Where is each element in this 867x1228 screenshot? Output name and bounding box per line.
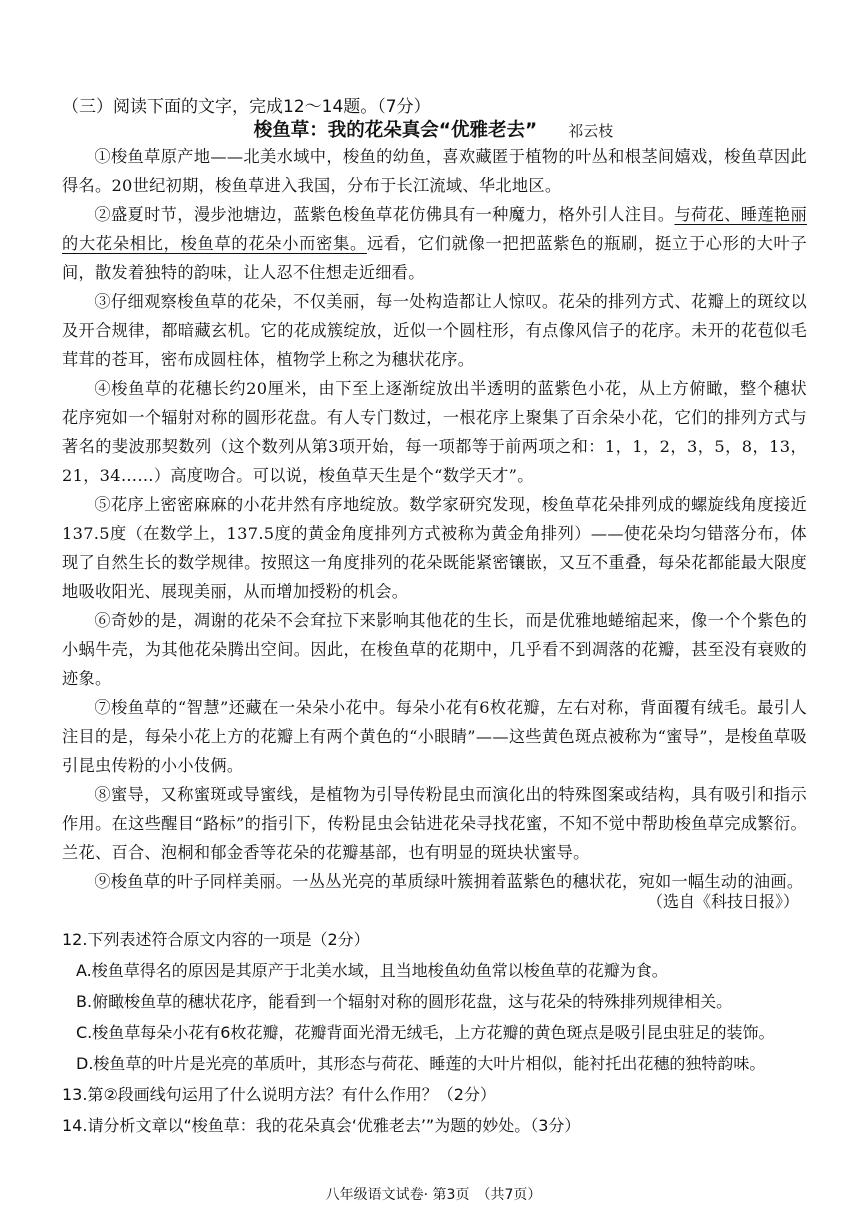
article-author: 祁云枝 [568, 122, 614, 140]
paragraph-1: ①梭鱼草原产地——北美水域中，梭鱼的幼鱼，喜欢藏匿于植物的叶丛和根茎间嬉戏，梭鱼草因此得名。20世纪初期，梭鱼草进入我国，分布于长江流域、华北地区。 [62, 147, 807, 195]
question-12-option-b: B.俯瞰梭鱼草的穗状花序，能看到一个辐射对称的圆形花盘，这与花朵的特殊排列规律相关。 [76, 992, 733, 1011]
article-body [62, 142, 807, 896]
paragraph-2-lead: ②盛夏时节，漫步池塘边，蓝紫色梭鱼草花仿佛具有一种魔力，格外引人注目。 [94, 205, 675, 224]
question-12: 12.下列表述符合原文内容的一项是（2分） [62, 930, 370, 949]
paragraph-4: ④梭鱼草的花穗长约20厘米，由下至上逐渐绽放出半透明的蓝紫色小花，从上方俯瞰，整个穗状花序宛如一个辐射对称的圆形花盘。有人专门数过，一根花序上聚集了百余朵小花，它们的排列方式与著名的斐波那契数列（这个数列从第3项开始，每一项都等于前两项之和：1，1，2，3，5，8，13，21，34……）高度吻合。可以说，梭鱼草天生是个“数学天才”。 [62, 379, 807, 485]
question-12-option-d: D.梭鱼草的叶片是光亮的革质叶，其形态与荷花、睡莲的大叶片相似，能衬托出花穗的独特韵味。 [76, 1054, 766, 1073]
underlined-sentence: 与荷花、睡莲艳丽的大花朵相比，梭鱼草的花朵小而密集。 [62, 205, 807, 253]
paragraph-8: ⑧蜜导，又称蜜斑或导蜜线，是植物为引导传粉昆虫而演化出的特殊图案或结构，具有吸引和指示作用。在这些醒目“路标”的指引下，传粉昆虫会钻进花朵寻找花蜜，不知不觉中帮助梭鱼草完成繁衍。兰花、百合、泡桐和郁金香等花朵的花瓣基部，也有明显的斑块状蜜导。 [62, 785, 807, 862]
paragraph-6: ⑥奇妙的是，凋谢的花朵不会耷拉下来影响其他花的生长，而是优雅地蜷缩起来，像一个个紫色的小蜗牛壳，为其他花朵腾出空间。因此，在梭鱼草的花期中，几乎看不到凋落的花瓣，甚至没有衰败的迹象。 [62, 611, 807, 688]
page-footer: 八年级语文试卷· 第3页 （共7页） [325, 1187, 542, 1203]
paragraph-5: ⑤花序上密密麻麻的小花井然有序地绽放。数学家研究发现，梭鱼草花朵排列成的螺旋线角度接近137.5度（在数学上，137.5度的黄金角度排列方式被称为黄金角排列）——使花朵均匀错落分布，体现了自然生长的数学规律。按照这一角度排列的花朵既能紧密镶嵌，又互不重叠，每朵花都能最大限度地吸收阳光、展现美丽，从而增加授粉的机会。 [62, 495, 807, 601]
paragraph-3: ③仔细观察梭鱼草的花朵，不仅美丽，每一处构造都让人惊叹。花朵的排列方式、花瓣上的斑纹以及开合规律，都暗藏玄机。它的花成簇绽放，近似一个圆柱形，有点像风信子的花序。未开的花苞似毛茸茸的苍耳，密布成圆柱体，植物学上称之为穗状花序。 [62, 292, 807, 369]
paragraph-2-tail: 远看，它们就像一把把蓝紫色的瓶刷，挺立于心形的大叶子间，散发着独特的韵味，让人忍不住想走近细看。 [62, 234, 807, 282]
article-source: （选自《科技日报》） [646, 892, 799, 911]
question-14: 14.请分析文章以“梭鱼草：我的花朵真会‘优雅老去’”为题的妙处。（3分） [62, 1116, 581, 1135]
paragraph-2 [62, 200, 807, 287]
questions-section [62, 924, 807, 1141]
question-12-option-c: C.梭鱼草每朵小花有6枚花瓣，花瓣背面光滑无绒毛，上方花瓣的黄色斑点是吸引昆虫驻足的装饰。 [76, 1023, 775, 1042]
paragraph-9: ⑨梭鱼草的叶子同样美丽。一丛丛光亮的革质绿叶簇拥着蓝紫色的穗状花，宛如一幅生动的油画。 [94, 872, 804, 891]
article-title: 梭鱼草：我的花朵真会“优雅老去” [253, 120, 538, 141]
question-13: 13.第②段画线句运用了什么说明方法？有什么作用？（2分） [62, 1085, 496, 1104]
question-12-option-a: A.梭鱼草得名的原因是其原产于北美水域，且当地梭鱼幼鱼常以梭鱼草的花瓣为食。 [76, 961, 668, 980]
article-title-row [0, 116, 867, 142]
paragraph-7: ⑦梭鱼草的“智慧”还藏在一朵朵小花中。每朵小花有6枚花瓣，左右对称，背面覆有绒毛。最引人注目的是，每朵小花上方的花瓣上有两个黄色的“小眼睛”——这些黄色斑点被称为“蜜导”，是梭鱼草吸引昆虫传粉的小小伎俩。 [62, 698, 807, 775]
section-heading: （三）阅读下面的文字，完成12～14题。（7分） [62, 97, 431, 117]
